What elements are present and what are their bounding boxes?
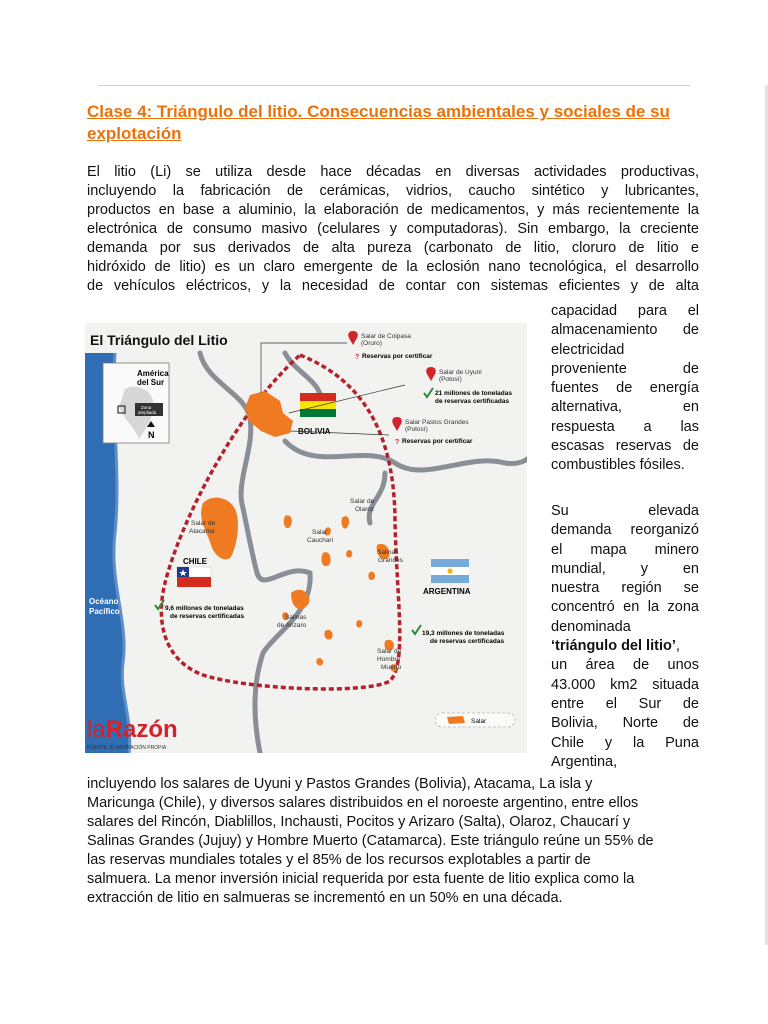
- legend-swatch: [447, 716, 465, 724]
- arizaro-label-2: de Arizaro: [277, 622, 307, 629]
- lithium-triangle-map: [85, 323, 527, 753]
- inset-zone-line2: ampliada: [138, 410, 157, 415]
- argentina-flag-icon: [431, 559, 469, 583]
- north-label: N: [148, 430, 155, 440]
- intro-paragraph: [87, 163, 699, 296]
- cauchari-label-1: Salar: [312, 529, 328, 536]
- coipasa-region: (Oruro): [361, 340, 382, 347]
- country-label-bolivia: BOLIVIA: [298, 427, 331, 436]
- inset-title-line1: América: [137, 369, 169, 378]
- coipasa-name: Salar de Coipasa: [361, 333, 411, 340]
- side-line: proveniente de: [551, 360, 699, 377]
- side-line: nuestra región se: [551, 580, 699, 597]
- hombre-label-3: Muerto: [381, 664, 402, 671]
- olaroz-label-2: Olaroz: [355, 506, 375, 513]
- ocean-label-line2: Pacífico: [89, 607, 120, 616]
- side-line: escasas reservas de: [551, 438, 699, 455]
- arizaro-label-1: Salinas: [285, 614, 307, 621]
- uyuni-name: Salar de Uyuni: [439, 369, 482, 376]
- cauchari-label-2: Cauchari: [307, 537, 334, 544]
- hombre-label-1: Salar de: [377, 648, 402, 655]
- closing-line: Maricunga (Chile), y diversos salares distribuidos en el noroeste argentino, entre ellos: [87, 795, 639, 811]
- uyuni-reserve-line2: de reservas certificadas: [435, 398, 510, 405]
- side-line: fuentes de energía: [551, 380, 699, 397]
- legend-label: Salar: [471, 718, 487, 725]
- closing-line: incluyendo los salares de Uyuni y Pastos Grandes (Bolivia), Atacama, La isla y: [87, 776, 593, 792]
- intro-line: hidróxido de litio) es un claro emergente de la eclosión nano tecnológica, el desarrollo: [87, 259, 699, 275]
- side-line: almacenamiento de: [551, 322, 699, 339]
- closing-line: extracción de litio en salmueras se incrementó en un 50% en una década.: [87, 890, 563, 906]
- intro-line: incluyendo la fabricación de cerámicas, vidrios, caucho sintético y lubricantes,: [87, 183, 699, 199]
- country-label-chile: CHILE: [183, 557, 207, 566]
- side-line: denominada: [551, 618, 631, 635]
- side-line: alternativa, en: [551, 399, 699, 416]
- chile-reserve-line1: 9,6 millones de toneladas: [165, 605, 244, 612]
- side-text-bottom: [551, 502, 699, 772]
- side-line: 43.000 km2 situada: [551, 676, 699, 693]
- logo: laRazón: [87, 716, 178, 743]
- side-line: capacidad para el: [551, 303, 699, 319]
- side-line: mundial, y en: [551, 560, 699, 577]
- ocean-label-line1: Océano: [89, 597, 119, 606]
- side-line: demanda reorganizó: [551, 522, 699, 539]
- chile-reserve-line2: de reservas certificadas: [170, 613, 245, 620]
- olaroz-label-1: Salar de: [350, 498, 375, 505]
- closing-line: Salinas Grandes (Jujuy) y Hombre Muerto (Catamarca). Este triángulo reúne un 55% de: [87, 833, 654, 849]
- salar-small-3: [346, 550, 352, 557]
- map-source: FUENTE: ELABORACIÓN PROPIA: [87, 745, 167, 751]
- pastos-status: Reservas por certificar: [402, 438, 473, 445]
- side-bold-term: ‘triángulo del litio’: [551, 638, 676, 655]
- intro-line: electrónica de consumo masivo (celulares y computadoras). Sin embargo, la creciente: [87, 221, 699, 237]
- atacama-label-2: Atacama: [189, 528, 215, 535]
- intro-line: El litio (Li) se utiliza desde hace décadas en diversas actividades productivas,: [87, 164, 699, 180]
- closing-line: salares del Rincón, Diablillos, Inchausti, Pocitos y Arizaro (Salta), Olaroz, Chaucarí y: [87, 814, 631, 830]
- arg-reserve-line1: 19,3 millones de toneladas: [422, 630, 505, 637]
- salar-small-7: [356, 620, 362, 627]
- uyuni-reserve-line1: 21 millones de toneladas: [435, 390, 512, 397]
- country-label-argentina: ARGENTINA: [423, 587, 471, 596]
- inset-zone-line1: Zona: [141, 405, 152, 410]
- inset-title-line2: del Sur: [137, 378, 165, 387]
- arg-reserve-line2: de reservas certificadas: [430, 638, 505, 645]
- uyuni-region: (Potosí): [439, 376, 462, 383]
- pastos-name: Salar Pastos Grandes: [405, 419, 469, 426]
- side-bold-tail: ,: [675, 638, 680, 655]
- salinas-label-1: Salinas: [377, 549, 399, 556]
- intro-line: demanda por sus derivados de alta pureza (carbonato de litio, cloruro de litio e: [87, 240, 699, 256]
- question-icon: ?: [355, 354, 360, 361]
- bolivia-flag-icon: [300, 393, 336, 417]
- salar-small-4: [368, 572, 375, 580]
- map-title: El Triángulo del Litio: [90, 332, 228, 348]
- side-line: Argentina,: [551, 753, 618, 770]
- question-icon: ?: [395, 439, 400, 446]
- side-line: electricidad: [551, 341, 625, 358]
- side-line: combustibles fósiles.: [551, 457, 685, 474]
- side-text-top: [551, 302, 699, 476]
- intro-line: de vehículos eléctricos, y la necesidad de contar con sistemas eficientes y de alta: [87, 278, 699, 294]
- intro-line: productos en base a aluminio, la elaboración de medicamentos, y más recientemente la: [87, 202, 699, 218]
- closing-paragraph: [87, 775, 699, 908]
- side-line: respuesta a las: [551, 418, 699, 435]
- side-line: entre el Sur de: [551, 695, 699, 712]
- hombre-label-2: Hombre: [377, 656, 401, 663]
- closing-line: salmuera. La menor inversión inicial requerida por esta fuente de litio explica como la: [87, 871, 635, 887]
- salinas-label-2: Grandes: [378, 557, 403, 564]
- closing-line: las reservas mundiales totales y el 85% de los recursos explotables a partir de: [87, 852, 591, 868]
- side-line: Su elevada: [551, 503, 699, 519]
- atacama-label-1: Salar de: [191, 520, 216, 527]
- page-title: Clase 4: Triángulo del litio. Consecuencias ambientales y sociales de su explotación: [87, 102, 670, 143]
- side-line: Chile y la Puna: [551, 734, 699, 751]
- side-line: Bolivia, Norte de: [551, 715, 699, 732]
- chile-flag-icon: [177, 567, 211, 587]
- side-line: [551, 637, 699, 656]
- coipasa-status: Reservas por certificar: [362, 353, 433, 360]
- top-rule: [98, 85, 690, 86]
- side-line: el mapa minero: [551, 541, 699, 558]
- pastos-region: (Potosí): [405, 426, 428, 433]
- side-line: concentró en la zona: [551, 599, 699, 616]
- side-line: un área de unos: [551, 657, 699, 674]
